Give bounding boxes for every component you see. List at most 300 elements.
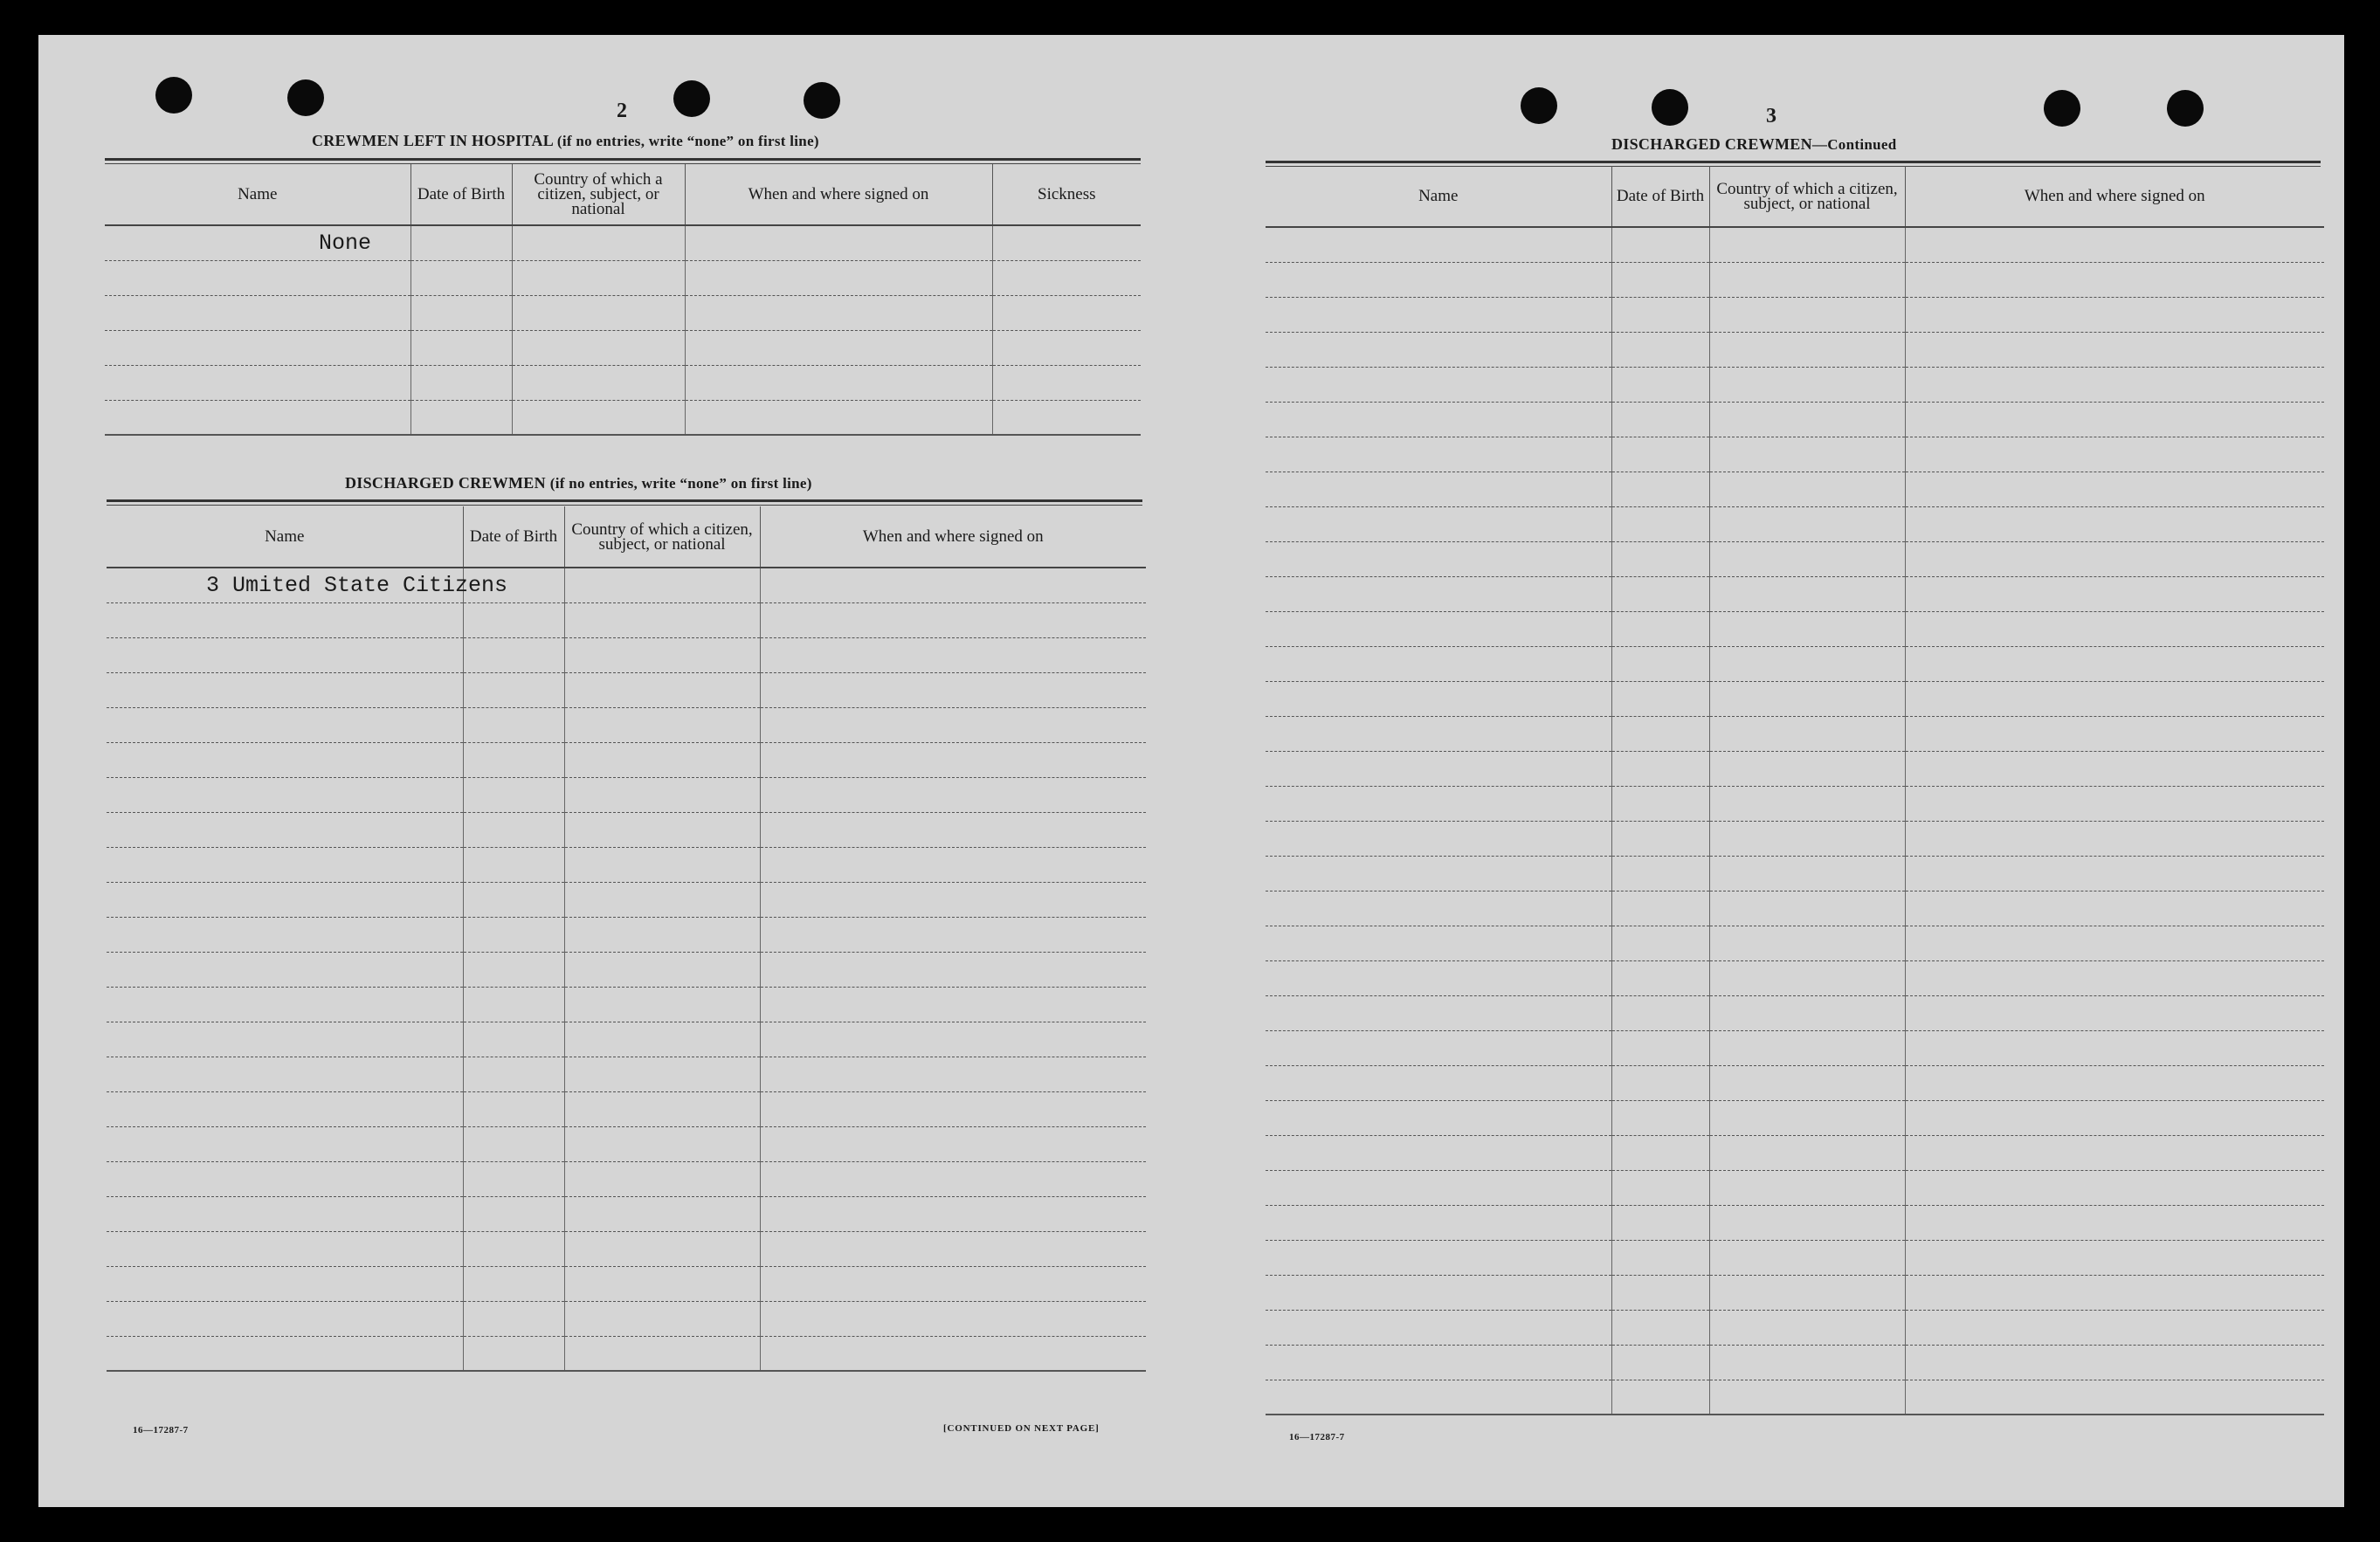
table-cell bbox=[1709, 437, 1905, 472]
table-cell bbox=[107, 1161, 463, 1196]
hospital-section-title bbox=[312, 132, 819, 150]
table-cell bbox=[1905, 960, 2324, 995]
table-cell bbox=[107, 777, 463, 812]
table-cell bbox=[564, 952, 760, 987]
table-row bbox=[1266, 1100, 2324, 1135]
table-cell bbox=[1905, 506, 2324, 541]
table-cell bbox=[760, 602, 1146, 637]
table-cell bbox=[1266, 1100, 1611, 1135]
table-cell bbox=[410, 225, 512, 260]
table-cell bbox=[685, 330, 992, 365]
table-cell bbox=[1905, 332, 2324, 367]
table-cell bbox=[1266, 227, 1611, 262]
discharged-instruction: (if no entries, write “none” on first line) bbox=[549, 475, 812, 492]
table-cell bbox=[1709, 541, 1905, 576]
table-cell bbox=[760, 1301, 1146, 1336]
hospital-top-rule bbox=[105, 158, 1141, 161]
table-cell bbox=[1266, 1275, 1611, 1310]
table-cell bbox=[410, 365, 512, 400]
table-cell bbox=[105, 295, 410, 330]
table-cell bbox=[463, 1161, 564, 1196]
table-cell bbox=[107, 847, 463, 882]
table-cell bbox=[1709, 1030, 1905, 1065]
table-cell bbox=[760, 1022, 1146, 1057]
table-cell bbox=[1905, 1275, 2324, 1310]
table-cell bbox=[564, 637, 760, 672]
table-row bbox=[1266, 786, 2324, 821]
table-cell bbox=[992, 225, 1141, 260]
table-cell bbox=[1709, 1100, 1905, 1135]
table-row bbox=[1266, 1275, 2324, 1310]
table-cell bbox=[1709, 576, 1905, 611]
table-cell bbox=[105, 330, 410, 365]
page-number: 3 bbox=[1766, 105, 1776, 127]
table-row bbox=[107, 1161, 1146, 1196]
table-cell bbox=[107, 952, 463, 987]
table-cell bbox=[564, 987, 760, 1022]
table-cell bbox=[1709, 960, 1905, 995]
table-cell bbox=[1905, 367, 2324, 402]
table-cell bbox=[107, 1266, 463, 1301]
table-cell bbox=[685, 400, 992, 435]
table-cell bbox=[1709, 1205, 1905, 1240]
table-cell bbox=[760, 1266, 1146, 1301]
table-cell bbox=[564, 882, 760, 917]
table-cell bbox=[1611, 995, 1709, 1030]
table-cell bbox=[1266, 332, 1611, 367]
punch-hole bbox=[287, 79, 324, 116]
table-row bbox=[1266, 262, 2324, 297]
table-row bbox=[107, 1301, 1146, 1336]
table-cell bbox=[1905, 472, 2324, 506]
col-header-country: Country of which a citizen, subject, or national bbox=[564, 506, 760, 568]
continued-suffix: —Continued bbox=[1811, 136, 1897, 153]
table-cell bbox=[1709, 926, 1905, 960]
discharged-top-rule-thin bbox=[107, 505, 1142, 506]
table-row bbox=[107, 952, 1146, 987]
col-header-signed-on: When and where signed on bbox=[1905, 166, 2324, 227]
table-cell bbox=[1611, 332, 1709, 367]
table-cell bbox=[1611, 960, 1709, 995]
form-number: 16—17287-7 bbox=[133, 1425, 189, 1435]
table-cell bbox=[1266, 681, 1611, 716]
table-row bbox=[1266, 1345, 2324, 1380]
table-cell bbox=[564, 917, 760, 952]
table-row bbox=[107, 882, 1146, 917]
table-row bbox=[107, 1057, 1146, 1091]
table-cell bbox=[1266, 751, 1611, 786]
table-cell bbox=[107, 812, 463, 847]
table-cell bbox=[760, 1336, 1146, 1371]
table-row bbox=[1266, 821, 2324, 856]
table-cell bbox=[1709, 1065, 1905, 1100]
table-cell bbox=[1905, 995, 2324, 1030]
col-header-name: Name bbox=[105, 164, 410, 225]
table-cell bbox=[463, 917, 564, 952]
table-cell bbox=[564, 602, 760, 637]
table-cell bbox=[564, 1231, 760, 1266]
table-cell bbox=[1611, 1030, 1709, 1065]
table-cell bbox=[463, 1057, 564, 1091]
table-row bbox=[107, 1231, 1146, 1266]
table-cell bbox=[463, 637, 564, 672]
table-cell bbox=[410, 400, 512, 435]
table-row bbox=[1266, 716, 2324, 751]
table-cell bbox=[1266, 1065, 1611, 1100]
entry-name: 3 Umited State Citizens bbox=[206, 572, 508, 598]
table-cell bbox=[564, 1301, 760, 1336]
table-cell bbox=[1905, 227, 2324, 262]
table-row bbox=[105, 330, 1141, 365]
right-top-rule bbox=[1266, 161, 2321, 163]
table-row bbox=[1266, 856, 2324, 891]
table-cell bbox=[1905, 891, 2324, 926]
table-row bbox=[107, 1022, 1146, 1057]
table-cell bbox=[1611, 1135, 1709, 1170]
discharged-continued-title-text: DISCHARGED CREWMEN bbox=[1611, 135, 1812, 153]
table-cell bbox=[1905, 262, 2324, 297]
table-cell bbox=[1905, 437, 2324, 472]
table-cell bbox=[1611, 856, 1709, 891]
col-header-sickness: Sickness bbox=[992, 164, 1141, 225]
table-cell bbox=[1266, 646, 1611, 681]
punch-hole bbox=[673, 80, 710, 117]
table-cell bbox=[1611, 506, 1709, 541]
table-cell bbox=[564, 777, 760, 812]
table-cell bbox=[1611, 926, 1709, 960]
continued-note: [CONTINUED ON NEXT PAGE] bbox=[943, 1423, 1100, 1434]
table-cell bbox=[107, 742, 463, 777]
table-cell bbox=[760, 1091, 1146, 1126]
table-cell bbox=[564, 1126, 760, 1161]
discharged-table bbox=[107, 506, 1146, 1372]
table-cell bbox=[760, 812, 1146, 847]
table-cell bbox=[463, 707, 564, 742]
table-cell bbox=[760, 1196, 1146, 1231]
table-row bbox=[107, 602, 1146, 637]
table-cell bbox=[1709, 751, 1905, 786]
table-cell bbox=[760, 742, 1146, 777]
col-header-country: Country of which a citizen, subject, or national bbox=[512, 164, 685, 225]
table-cell bbox=[512, 225, 685, 260]
table-cell bbox=[463, 672, 564, 707]
table-cell bbox=[1905, 646, 2324, 681]
table-cell bbox=[1611, 681, 1709, 716]
table-cell bbox=[1905, 1030, 2324, 1065]
table-cell bbox=[760, 637, 1146, 672]
table-cell bbox=[1611, 541, 1709, 576]
table-row bbox=[107, 1126, 1146, 1161]
table-row bbox=[107, 847, 1146, 882]
table-cell bbox=[1905, 1135, 2324, 1170]
table-cell bbox=[107, 602, 463, 637]
table-cell bbox=[564, 1336, 760, 1371]
table-row bbox=[105, 295, 1141, 330]
table-cell bbox=[1905, 1310, 2324, 1345]
table-cell bbox=[463, 742, 564, 777]
table-cell bbox=[1905, 541, 2324, 576]
table-cell bbox=[1709, 1170, 1905, 1205]
table-row bbox=[1266, 1310, 2324, 1345]
table-cell bbox=[1266, 1240, 1611, 1275]
table-cell bbox=[1266, 716, 1611, 751]
table-cell bbox=[760, 917, 1146, 952]
table-cell bbox=[564, 672, 760, 707]
table-cell bbox=[992, 295, 1141, 330]
table-cell bbox=[760, 1231, 1146, 1266]
table-cell bbox=[992, 330, 1141, 365]
hospital-table bbox=[105, 164, 1141, 436]
table-cell bbox=[564, 1022, 760, 1057]
table-cell bbox=[685, 225, 992, 260]
discharged-continued-table bbox=[1266, 166, 2324, 1415]
table-cell bbox=[1266, 1205, 1611, 1240]
table-cell bbox=[463, 812, 564, 847]
table-row bbox=[107, 917, 1146, 952]
table-cell bbox=[1611, 1240, 1709, 1275]
table-row bbox=[107, 1091, 1146, 1126]
table-row bbox=[105, 225, 1141, 260]
table-cell bbox=[463, 1301, 564, 1336]
table-cell bbox=[107, 1231, 463, 1266]
table-cell bbox=[1611, 821, 1709, 856]
table-row bbox=[107, 672, 1146, 707]
table-cell bbox=[1266, 856, 1611, 891]
table-cell bbox=[1266, 367, 1611, 402]
table-cell bbox=[1611, 1205, 1709, 1240]
table-cell bbox=[463, 777, 564, 812]
table-cell bbox=[1266, 821, 1611, 856]
table-cell bbox=[1709, 891, 1905, 926]
table-cell bbox=[685, 260, 992, 295]
table-cell bbox=[463, 882, 564, 917]
table-row bbox=[107, 777, 1146, 812]
table-row bbox=[107, 742, 1146, 777]
table-cell bbox=[1266, 1380, 1611, 1415]
table-row bbox=[1266, 367, 2324, 402]
punch-hole bbox=[2044, 90, 2080, 127]
entry-name-cell bbox=[105, 225, 410, 260]
table-row bbox=[1266, 1135, 2324, 1170]
table-row bbox=[1266, 1170, 2324, 1205]
table-row bbox=[1266, 472, 2324, 506]
table-row bbox=[1266, 506, 2324, 541]
table-cell bbox=[564, 847, 760, 882]
table-cell bbox=[1905, 716, 2324, 751]
table-cell bbox=[760, 847, 1146, 882]
table-cell bbox=[1709, 786, 1905, 821]
table-cell bbox=[1266, 262, 1611, 297]
table-row bbox=[1266, 751, 2324, 786]
table-cell bbox=[1611, 576, 1709, 611]
table-cell bbox=[564, 1196, 760, 1231]
table-cell bbox=[107, 882, 463, 917]
table-cell bbox=[107, 1022, 463, 1057]
table-cell bbox=[1709, 1275, 1905, 1310]
table-row bbox=[107, 1266, 1146, 1301]
hospital-title-text: CREWMEN LEFT IN HOSPITAL bbox=[312, 132, 554, 149]
table-cell bbox=[1611, 1170, 1709, 1205]
table-cell bbox=[564, 1266, 760, 1301]
table-cell bbox=[1709, 856, 1905, 891]
table-cell bbox=[463, 602, 564, 637]
table-cell bbox=[1611, 472, 1709, 506]
table-cell bbox=[1266, 960, 1611, 995]
table-cell bbox=[1611, 1310, 1709, 1345]
table-cell bbox=[463, 1336, 564, 1371]
table-cell bbox=[410, 295, 512, 330]
col-header-signed-on: When and where signed on bbox=[760, 506, 1146, 568]
discharged-continued-title bbox=[1611, 135, 1896, 154]
table-cell bbox=[107, 1057, 463, 1091]
table-cell bbox=[685, 365, 992, 400]
table-cell bbox=[463, 952, 564, 987]
table-cell bbox=[1905, 1345, 2324, 1380]
table-cell bbox=[1905, 1205, 2324, 1240]
table-cell bbox=[1266, 437, 1611, 472]
table-cell bbox=[1611, 646, 1709, 681]
table-row bbox=[1266, 297, 2324, 332]
table-cell bbox=[1266, 576, 1611, 611]
table-row bbox=[105, 365, 1141, 400]
table-cell bbox=[1905, 611, 2324, 646]
table-cell bbox=[107, 1196, 463, 1231]
table-cell bbox=[1611, 262, 1709, 297]
table-row bbox=[1266, 646, 2324, 681]
table-cell bbox=[512, 330, 685, 365]
table-row bbox=[1266, 541, 2324, 576]
table-cell bbox=[1611, 1345, 1709, 1380]
table-cell bbox=[1611, 1100, 1709, 1135]
table-cell bbox=[1266, 297, 1611, 332]
table-cell bbox=[1905, 821, 2324, 856]
table-cell bbox=[1709, 297, 1905, 332]
discharged-title-text: DISCHARGED CREWMEN bbox=[345, 474, 546, 492]
col-header-name: Name bbox=[1266, 166, 1611, 227]
table-cell bbox=[1905, 681, 2324, 716]
table-cell bbox=[992, 400, 1141, 435]
table-cell bbox=[1611, 611, 1709, 646]
table-cell bbox=[1709, 472, 1905, 506]
table-cell bbox=[760, 882, 1146, 917]
table-cell bbox=[463, 987, 564, 1022]
table-cell bbox=[463, 1196, 564, 1231]
hospital-instruction: (if no entries, write “none” on first line) bbox=[556, 133, 819, 149]
table-cell bbox=[1266, 1310, 1611, 1345]
table-cell bbox=[1905, 1240, 2324, 1275]
punch-hole bbox=[155, 77, 192, 114]
punch-hole bbox=[2167, 90, 2204, 127]
table-cell bbox=[1611, 367, 1709, 402]
table-cell bbox=[1266, 541, 1611, 576]
table-cell bbox=[1905, 1100, 2324, 1135]
table-cell bbox=[1611, 786, 1709, 821]
table-row bbox=[1266, 926, 2324, 960]
table-row bbox=[107, 568, 1146, 602]
table-cell bbox=[107, 917, 463, 952]
table-cell bbox=[1611, 227, 1709, 262]
table-row bbox=[1266, 681, 2324, 716]
table-row bbox=[1266, 995, 2324, 1030]
table-row bbox=[105, 400, 1141, 435]
table-row bbox=[1266, 1205, 2324, 1240]
table-cell bbox=[1905, 402, 2324, 437]
table-cell bbox=[564, 742, 760, 777]
table-cell bbox=[1709, 646, 1905, 681]
table-cell bbox=[512, 365, 685, 400]
punch-hole bbox=[1652, 89, 1688, 126]
table-cell bbox=[1611, 891, 1709, 926]
table-cell bbox=[992, 260, 1141, 295]
table-cell bbox=[1709, 262, 1905, 297]
punch-hole bbox=[804, 82, 840, 119]
table-cell bbox=[564, 812, 760, 847]
table-row bbox=[107, 707, 1146, 742]
table-cell bbox=[1905, 926, 2324, 960]
table-cell bbox=[463, 1091, 564, 1126]
table-cell bbox=[410, 260, 512, 295]
table-cell bbox=[107, 1336, 463, 1371]
table-cell bbox=[1709, 821, 1905, 856]
table-cell bbox=[564, 568, 760, 602]
table-row bbox=[1266, 611, 2324, 646]
table-cell bbox=[1709, 611, 1905, 646]
table-cell bbox=[760, 952, 1146, 987]
table-row bbox=[1266, 1030, 2324, 1065]
table-cell bbox=[107, 707, 463, 742]
table-cell bbox=[1905, 1170, 2324, 1205]
table-cell bbox=[1266, 506, 1611, 541]
table-cell bbox=[1709, 995, 1905, 1030]
table-cell bbox=[463, 1266, 564, 1301]
table-row bbox=[1266, 1380, 2324, 1415]
table-cell bbox=[1709, 227, 1905, 262]
col-header-date-of-birth: Date of Birth bbox=[410, 164, 512, 225]
table-cell bbox=[1709, 332, 1905, 367]
table-cell bbox=[760, 1057, 1146, 1091]
table-cell bbox=[564, 1091, 760, 1126]
table-cell bbox=[1266, 472, 1611, 506]
table-cell bbox=[1611, 751, 1709, 786]
table-cell bbox=[512, 400, 685, 435]
col-header-country: Country of which a citizen, subject, or national bbox=[1709, 166, 1905, 227]
entry-name-cell bbox=[107, 568, 508, 602]
table-cell bbox=[760, 987, 1146, 1022]
table-cell bbox=[512, 260, 685, 295]
table-row bbox=[107, 987, 1146, 1022]
table-row bbox=[1266, 891, 2324, 926]
table-cell bbox=[1709, 367, 1905, 402]
table-cell bbox=[1905, 576, 2324, 611]
table-cell bbox=[1709, 1135, 1905, 1170]
table-row bbox=[105, 260, 1141, 295]
table-cell bbox=[105, 400, 410, 435]
table-cell bbox=[1266, 995, 1611, 1030]
table-row bbox=[1266, 437, 2324, 472]
col-header-date-of-birth: Date of Birth bbox=[463, 506, 564, 568]
table-cell bbox=[410, 330, 512, 365]
table-cell bbox=[1611, 1275, 1709, 1310]
table-cell bbox=[1905, 751, 2324, 786]
table-cell bbox=[1266, 1345, 1611, 1380]
table-cell bbox=[463, 1022, 564, 1057]
table-cell bbox=[107, 1091, 463, 1126]
table-row bbox=[1266, 1240, 2324, 1275]
col-header-signed-on: When and where signed on bbox=[685, 164, 992, 225]
col-header-date-of-birth: Date of Birth bbox=[1611, 166, 1709, 227]
table-cell bbox=[463, 1126, 564, 1161]
table-cell bbox=[685, 295, 992, 330]
